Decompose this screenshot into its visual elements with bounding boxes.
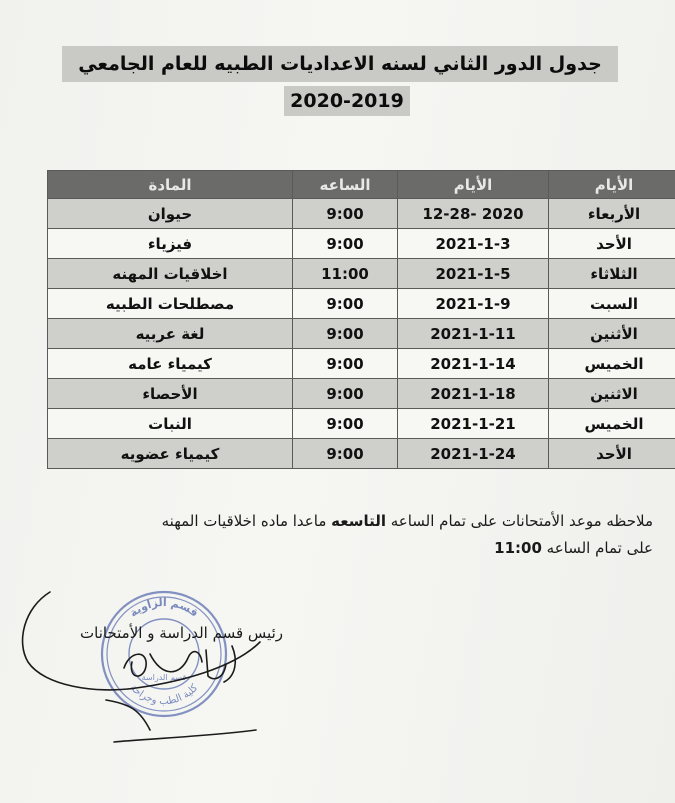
cell-day: الأحد	[549, 439, 675, 469]
seal-inner-text: قسم الدراسة	[141, 673, 187, 682]
table-row	[48, 409, 675, 439]
note-text-bold: التاسعه	[331, 512, 386, 530]
cell-subject: كيمياء عامه	[48, 349, 293, 379]
academic-year: 2020-2019	[284, 86, 410, 116]
table-row	[48, 439, 675, 469]
cell-date: 2021-1-14	[398, 349, 549, 379]
note-line-1	[162, 512, 653, 530]
cell-subject: اخلاقيات المهنه	[48, 259, 293, 289]
note-text-start: ملاحظه موعد الأمتحانات على تمام الساعه	[385, 512, 653, 530]
cell-day: السبت	[549, 289, 675, 319]
cell-date: 2021-1-5	[398, 259, 549, 289]
cell-day: الأحد	[549, 229, 675, 259]
cell-subject: مصطلحات الطبيه	[48, 289, 293, 319]
seal-bottom-text: كلية الطب وجراحة	[127, 682, 201, 708]
cell-time: 9:00	[293, 409, 398, 439]
cell-date: 2020 -12-28	[398, 199, 549, 229]
cell-date: 2021-1-18	[398, 379, 549, 409]
note-time: 11:00	[494, 539, 542, 557]
cell-day: الاثنين	[549, 379, 675, 409]
exam-schedule-table	[47, 170, 675, 469]
cell-date: 2021-1-3	[398, 229, 549, 259]
cell-subject: كيمياء عضويه	[48, 439, 293, 469]
note-line-2	[494, 539, 653, 557]
table-row	[48, 199, 675, 229]
signatory-title: رئيس قسم الدراسة و الأمتحانات	[80, 624, 283, 642]
cell-subject: النبات	[48, 409, 293, 439]
cell-time: 11:00	[293, 259, 398, 289]
handwritten-signature	[10, 590, 290, 750]
cell-time: 9:00	[293, 379, 398, 409]
cell-time: 9:00	[293, 229, 398, 259]
header-time: الساعه	[293, 171, 398, 199]
cell-day: الأربعاء	[549, 199, 675, 229]
cell-time: 9:00	[293, 199, 398, 229]
header-date: الأيام	[398, 171, 549, 199]
cell-time: 9:00	[293, 319, 398, 349]
cell-subject: لغة عربيه	[48, 319, 293, 349]
cell-date: 2021-1-24	[398, 439, 549, 469]
cell-date: 2021-1-9	[398, 289, 549, 319]
cell-date: 2021-1-21	[398, 409, 549, 439]
cell-day: الثلاثاء	[549, 259, 675, 289]
cell-day: الخميس	[549, 349, 675, 379]
cell-subject: فيزياء	[48, 229, 293, 259]
note-text-end: ماعدا ماده اخلاقيات المهنه	[161, 512, 332, 530]
cell-subject: حيوان	[48, 199, 293, 229]
cell-day: الخميس	[549, 409, 675, 439]
cell-subject: الأحصاء	[48, 379, 293, 409]
table-header-row	[48, 171, 675, 199]
cell-date: 2021-1-11	[398, 319, 549, 349]
header-subject: المادة	[48, 171, 293, 199]
table-row	[48, 229, 675, 259]
table-row	[48, 379, 675, 409]
table-row	[48, 349, 675, 379]
cell-time: 9:00	[293, 439, 398, 469]
cell-day: الأثنين	[549, 319, 675, 349]
cell-time: 9:00	[293, 289, 398, 319]
table-row	[48, 259, 675, 289]
table-row	[48, 319, 675, 349]
header-day: الأيام	[549, 171, 675, 199]
document-title: جدول الدور الثاني لسنه الاعداديات الطبيه للعام الجامعي	[62, 46, 618, 82]
seal-top-text: قسم الزاوية	[127, 595, 201, 620]
table-row	[48, 289, 675, 319]
cell-time: 9:00	[293, 349, 398, 379]
note-text-line2: على تمام الساعه	[541, 539, 653, 557]
